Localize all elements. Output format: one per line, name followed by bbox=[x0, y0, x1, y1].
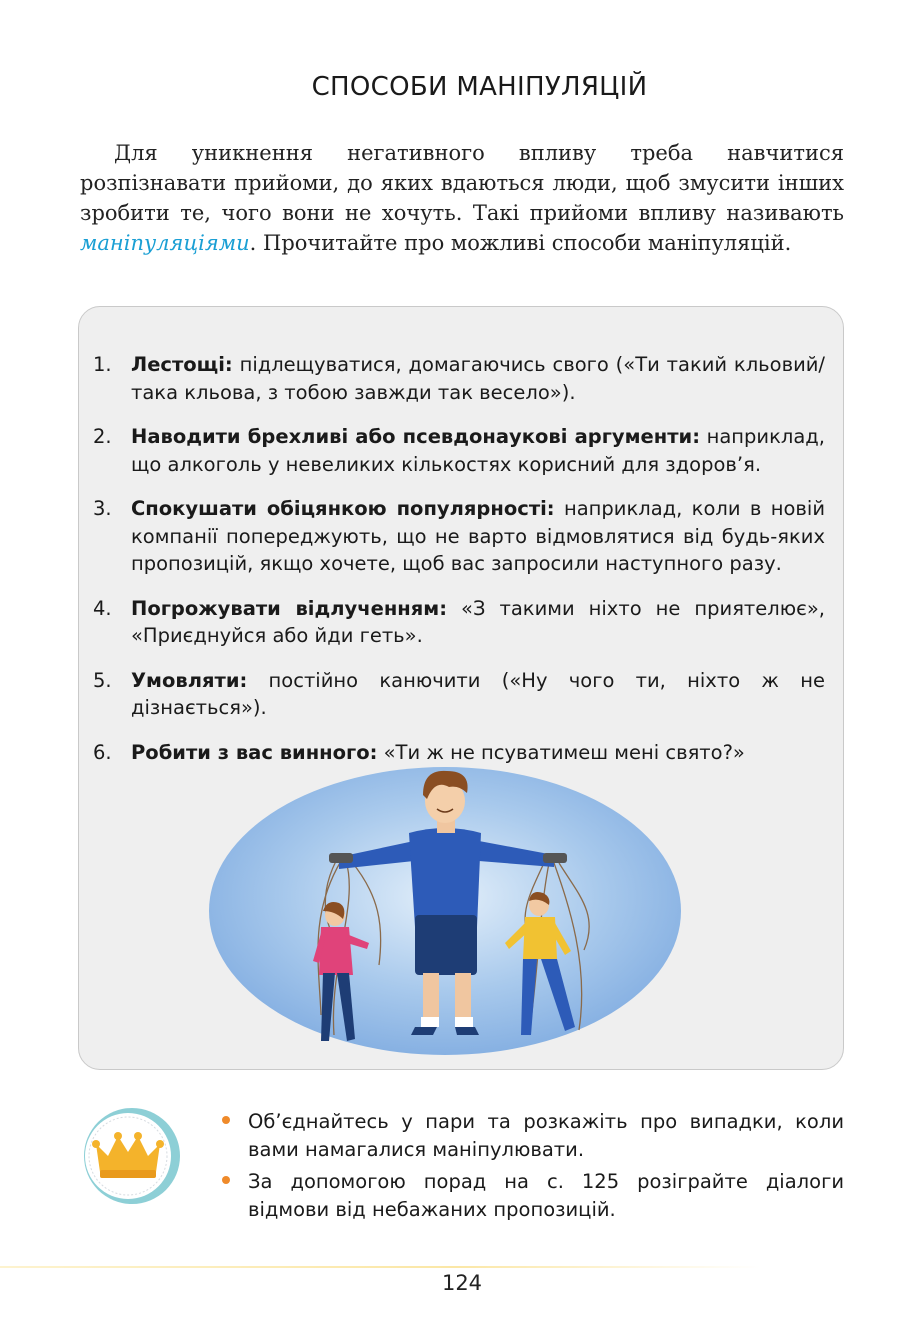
method-body bbox=[131, 351, 825, 406]
method-term: Погрожувати відлученням: bbox=[131, 596, 448, 620]
method-number: 4. bbox=[93, 596, 112, 620]
task-item bbox=[222, 1168, 844, 1223]
task-text: За допомогою порад на с. 125 розіграйте діалоги відмови від небажаних пропозицій. bbox=[248, 1170, 844, 1221]
method-item bbox=[93, 495, 825, 578]
intro-text-end: . Прочитайте про можливі способи маніпуляцій. bbox=[249, 231, 792, 255]
method-term: Лестощі: bbox=[131, 353, 233, 376]
method-text: наприклад, коли в новій компанії попереджують, що не варто відмовлятися від будь-яких пропозицій, якщо хочете, щоб вас запросили наступного разу. bbox=[131, 497, 825, 575]
method-number: 1. bbox=[93, 353, 112, 376]
method-term: Спокушати обіцянкою популярності: bbox=[131, 497, 555, 520]
task-text: Об’єднайтесь у пари та розкажіть про випадки, коли вами намагалися маніпулювати. bbox=[248, 1110, 844, 1161]
method-body bbox=[131, 595, 825, 650]
page-number: 124 bbox=[441, 1271, 483, 1295]
footer-divider bbox=[0, 1266, 760, 1268]
method-text: постійно канючити («Ну чого ти, ніхто ж не дізнається»). bbox=[131, 668, 825, 719]
method-text: «З такими ніхто не приятелює», «Приєднуйся або йди геть». bbox=[131, 596, 825, 647]
method-term: Умовляти: bbox=[131, 668, 248, 692]
method-body bbox=[131, 667, 825, 722]
method-item bbox=[93, 595, 825, 650]
methods-card bbox=[78, 306, 844, 1070]
task-list bbox=[222, 1108, 844, 1228]
puppeteer-illustration bbox=[209, 765, 685, 1059]
method-number: 6. bbox=[93, 740, 112, 764]
method-body bbox=[131, 739, 825, 767]
method-number: 3. bbox=[93, 497, 112, 520]
task-item bbox=[222, 1108, 844, 1163]
method-item bbox=[93, 423, 825, 478]
methods-list bbox=[93, 351, 825, 783]
intro-text-start: Для уникнення негативного впливу треба навчитися розпізнавати прийоми, до яких вдаються люди, щоб змусити інших зробити те, чого вони не хочуть. Такі прийоми впливу називають bbox=[80, 141, 844, 225]
method-item bbox=[93, 739, 825, 767]
method-term: Робити з вас винного: bbox=[131, 740, 378, 764]
method-text: наприклад, що алкоголь у невеликих кількостях корисний для здоров’я. bbox=[131, 425, 825, 476]
method-item bbox=[93, 667, 825, 722]
bullet-icon bbox=[222, 1176, 230, 1184]
bullet-icon bbox=[222, 1116, 230, 1124]
page-title: СПОСОБИ МАНІПУЛЯЦІЙ bbox=[311, 72, 648, 102]
method-text: підлещуватися, домагаючись свого («Ти такий кльовий/така кльова, з тобою завжди так весело»). bbox=[131, 353, 825, 404]
method-body bbox=[131, 495, 825, 578]
method-number: 5. bbox=[93, 668, 112, 692]
method-number: 2. bbox=[93, 425, 112, 448]
method-item bbox=[93, 351, 825, 406]
intro-highlight-term: маніпуляціями bbox=[80, 231, 250, 255]
method-term: Наводити брехливі або псевдонаукові аргументи: bbox=[131, 425, 701, 448]
method-text: «Ти ж не псуватимеш мені свято?» bbox=[377, 740, 745, 764]
crown-icon bbox=[82, 1106, 182, 1206]
method-body bbox=[131, 423, 825, 478]
intro-paragraph bbox=[80, 138, 844, 258]
